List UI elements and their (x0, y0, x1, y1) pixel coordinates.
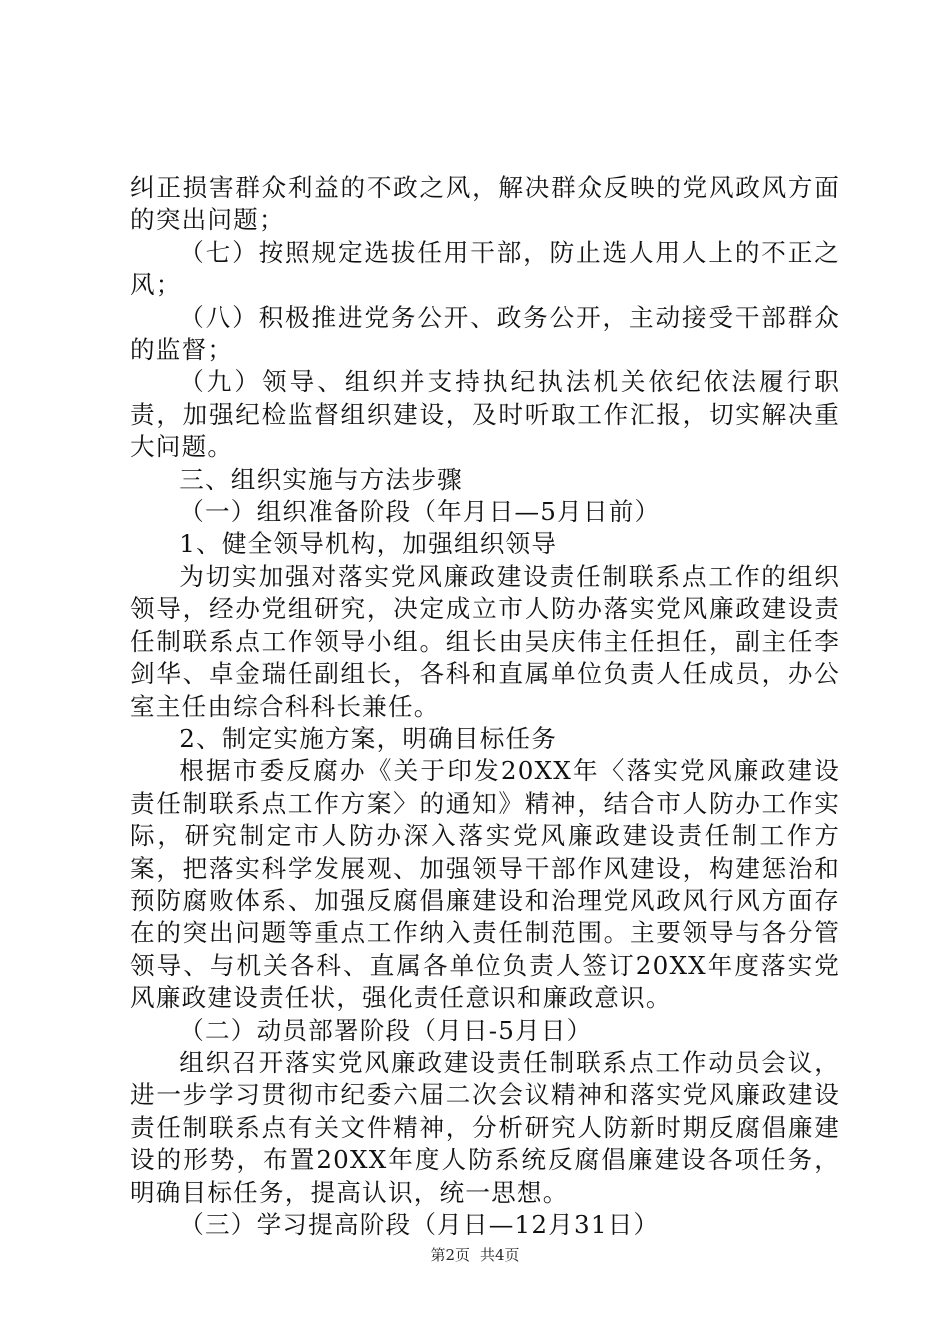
stage-heading-2: （二）动员部署阶段（月日-5月日） (179, 1015, 593, 1045)
section-heading-3: 三、组织实施与方法步骤 (179, 464, 463, 494)
page-footer (0, 1245, 950, 1265)
subheading-1: 1、健全领导机构，加强组织领导 (179, 529, 558, 559)
paragraph-mobilization: 组织召开落实党风廉政建设责任制联系点工作动员会议，进一步学习贯彻市纪委六届二次会议精神和落实党风廉政建设责任制联系点有关文件精神，分析研究人防新时期反腐倡廉建设的形势，布置20XX年度人防系统反腐倡廉建设各项任务，明确目标任务，提高认识，统一思想。 (130, 1047, 840, 1207)
page-number: 第2页 (430, 1246, 470, 1264)
stage-heading-3: （三）学习提高阶段（月日—12月31日） (179, 1210, 660, 1239)
paragraph-item-8: （八）积极推进党务公开、政务公开，主动接受干部群众的监督； (130, 302, 840, 365)
paragraph-item-7: （七）按照规定选拔任用干部，防止选人用人上的不正之风； (130, 237, 840, 300)
subheading-2: 2、制定实施方案，明确目标任务 (179, 723, 558, 753)
page-total: 共4页 (480, 1246, 520, 1264)
document-body (130, 172, 840, 1241)
paragraph-continuation: 纠正损害群众利益的不政之风，解决群众反映的党风政风方面的突出问题； (130, 173, 840, 235)
paragraph-leadership-group: 为切实加强对落实党风廉政建设责任制联系点工作的组织领导，经办党组研究，决定成立市人防办落实党风廉政建设责任制联系点工作领导小组。组长由吴庆伟主任担任，副主任李剑华、卓金瑞任副组长，各科和直属单位负责人任成员，办公室主任由综合科科长兼任。 (130, 561, 840, 721)
paragraph-item-9: （九）领导、组织并支持执纪执法机关依纪依法履行职责，加强纪检监督组织建设，及时听取工作汇报，切实解决重大问题。 (130, 367, 840, 462)
paragraph-implementation-plan: 根据市委反腐办《关于印发20XX年〈落实党风廉政建设责任制联系点工作方案〉的通知》精神，结合市人防办工作实际，研究制定市人防办深入落实党风廉政建设责任制工作方案，把落实科学发展观、加强领导干部作风建设，构建惩治和预防腐败体系、加强反腐倡廉建设和治理党风政风行风方面存在的突出问题等重点工作纳入责任制范围。主要领导与各分管领导、与机关各科、直属各单位负责人签订20XX年度落实党风廉政建设责任状，强化责任意识和廉政意识。 (130, 756, 840, 1013)
stage-heading-1: （一）组织准备阶段（年月日—5月日前） (179, 497, 661, 527)
